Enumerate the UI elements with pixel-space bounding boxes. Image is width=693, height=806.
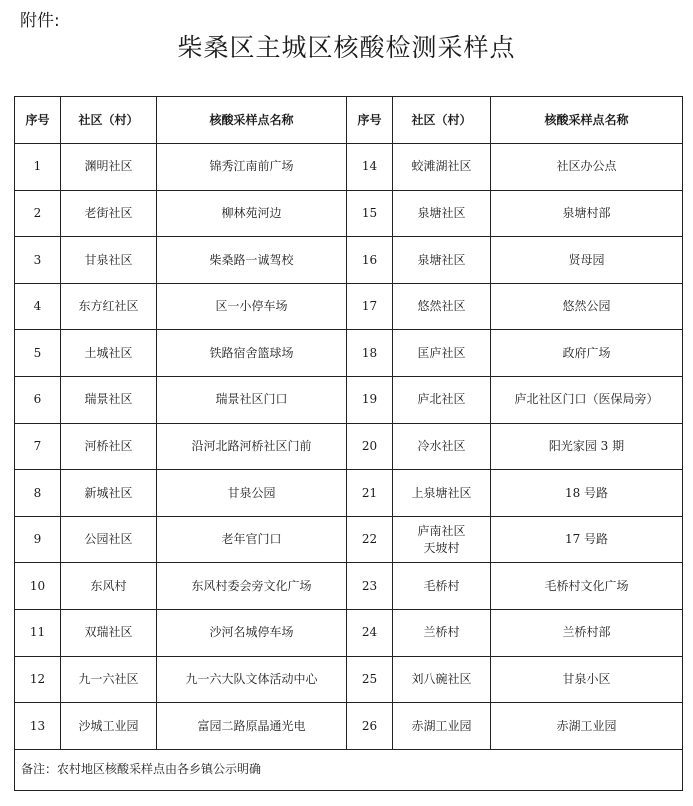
table-note: 备注：农村地区核酸采样点由各乡镇公示明确 — [15, 749, 683, 790]
community-cell: 上泉塘社区 — [393, 470, 491, 517]
site-cell: 悠然公园 — [491, 283, 683, 330]
community-cell: 兰桥村 — [393, 609, 491, 656]
site-cell: 东风村委会旁文化广场 — [157, 563, 347, 610]
page-title: 柴桑区主城区核酸检测采样点 — [177, 33, 516, 62]
site-cell: 17 号路 — [491, 516, 683, 563]
site-cell: 柴桑路一诚驾校 — [157, 237, 347, 284]
seq-cell: 15 — [347, 190, 393, 237]
table-row — [15, 190, 683, 237]
seq-cell: 19 — [347, 376, 393, 423]
community-cell: 刘八碗社区 — [393, 656, 491, 703]
table-row — [15, 516, 683, 563]
seq-cell: 17 — [347, 283, 393, 330]
header-community-right: 社区（村） — [393, 97, 491, 144]
community-cell: 悠然社区 — [393, 283, 491, 330]
community-cell: 瑞景社区 — [61, 376, 157, 423]
table-body — [15, 144, 683, 750]
seq-cell: 5 — [15, 330, 61, 377]
community-cell: 双瑞社区 — [61, 609, 157, 656]
table-header-row — [15, 97, 683, 144]
seq-cell: 12 — [15, 656, 61, 703]
table-row — [15, 703, 683, 750]
community-cell: 庐南社区 天坡村 — [393, 516, 491, 563]
site-cell: 区一小停车场 — [157, 283, 347, 330]
table-row — [15, 609, 683, 656]
site-cell: 阳光家园 3 期 — [491, 423, 683, 470]
site-cell: 政府广场 — [491, 330, 683, 377]
header-seq-right: 序号 — [347, 97, 393, 144]
seq-cell: 14 — [347, 144, 393, 191]
table-note-row — [15, 749, 683, 790]
seq-cell: 8 — [15, 470, 61, 517]
header-site-left: 核酸采样点名称 — [157, 97, 347, 144]
site-cell: 赤湖工业园 — [491, 703, 683, 750]
table-row — [15, 656, 683, 703]
community-cell: 甘泉社区 — [61, 237, 157, 284]
community-cell: 东方红社区 — [61, 283, 157, 330]
community-cell: 赤湖工业园 — [393, 703, 491, 750]
site-cell: 泉塘村部 — [491, 190, 683, 237]
community-cell: 毛桥村 — [393, 563, 491, 610]
seq-cell: 7 — [15, 423, 61, 470]
community-cell: 公园社区 — [61, 516, 157, 563]
seq-cell: 23 — [347, 563, 393, 610]
community-cell: 土城社区 — [61, 330, 157, 377]
seq-cell: 22 — [347, 516, 393, 563]
site-cell: 兰桥村部 — [491, 609, 683, 656]
seq-cell: 24 — [347, 609, 393, 656]
site-cell: 贤母园 — [491, 237, 683, 284]
community-cell: 沙城工业园 — [61, 703, 157, 750]
community-cell: 河桥社区 — [61, 423, 157, 470]
seq-cell: 4 — [15, 283, 61, 330]
site-cell: 瑞景社区门口 — [157, 376, 347, 423]
seq-cell: 10 — [15, 563, 61, 610]
site-cell: 沙河名城停车场 — [157, 609, 347, 656]
community-cell: 匡庐社区 — [393, 330, 491, 377]
community-cell: 渊明社区 — [61, 144, 157, 191]
seq-cell: 20 — [347, 423, 393, 470]
community-cell: 老街社区 — [61, 190, 157, 237]
community-cell: 东风村 — [61, 563, 157, 610]
table-row — [15, 376, 683, 423]
seq-cell: 26 — [347, 703, 393, 750]
sampling-sites-table — [14, 96, 683, 791]
community-cell: 新城社区 — [61, 470, 157, 517]
header-site-right: 核酸采样点名称 — [491, 97, 683, 144]
site-cell: 甘泉公园 — [157, 470, 347, 517]
site-cell: 沿河北路河桥社区门前 — [157, 423, 347, 470]
community-cell: 九一六社区 — [61, 656, 157, 703]
site-cell: 富园二路原晶通光电 — [157, 703, 347, 750]
seq-cell: 13 — [15, 703, 61, 750]
header-community-left: 社区（村） — [61, 97, 157, 144]
site-cell: 毛桥村文化广场 — [491, 563, 683, 610]
table-row — [15, 237, 683, 284]
seq-cell: 16 — [347, 237, 393, 284]
site-cell: 柳林苑河边 — [157, 190, 347, 237]
site-cell: 18 号路 — [491, 470, 683, 517]
table-row — [15, 283, 683, 330]
table-row — [15, 330, 683, 377]
site-cell: 九一六大队文体活动中心 — [157, 656, 347, 703]
seq-cell: 11 — [15, 609, 61, 656]
site-cell: 甘泉小区 — [491, 656, 683, 703]
seq-cell: 6 — [15, 376, 61, 423]
seq-cell: 2 — [15, 190, 61, 237]
site-cell: 锦秀江南前广场 — [157, 144, 347, 191]
table-row — [15, 563, 683, 610]
table-row — [15, 423, 683, 470]
site-cell: 铁路宿舍篮球场 — [157, 330, 347, 377]
seq-cell: 25 — [347, 656, 393, 703]
community-cell: 泉塘社区 — [393, 190, 491, 237]
seq-cell: 18 — [347, 330, 393, 377]
seq-cell: 9 — [15, 516, 61, 563]
community-cell: 冷水社区 — [393, 423, 491, 470]
table-row — [15, 144, 683, 191]
community-cell: 蛟滩湖社区 — [393, 144, 491, 191]
seq-cell: 21 — [347, 470, 393, 517]
community-cell: 庐北社区 — [393, 376, 491, 423]
attachment-label: 附件: — [20, 11, 60, 31]
table-row — [15, 470, 683, 517]
seq-cell: 3 — [15, 237, 61, 284]
site-cell: 社区办公点 — [491, 144, 683, 191]
seq-cell: 1 — [15, 144, 61, 191]
site-cell: 庐北社区门口（医保局旁） — [491, 376, 683, 423]
community-cell: 泉塘社区 — [393, 237, 491, 284]
site-cell: 老年官门口 — [157, 516, 347, 563]
header-seq-left: 序号 — [15, 97, 61, 144]
